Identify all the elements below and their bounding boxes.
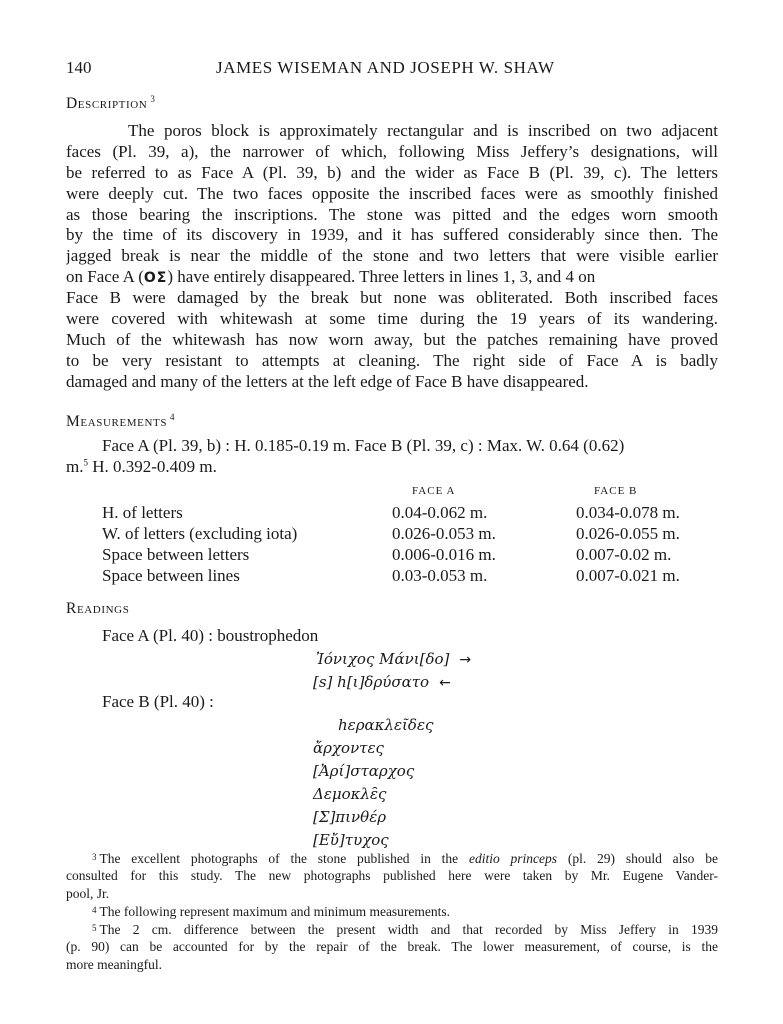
measurements-line [66, 457, 217, 477]
description-paragraph [66, 121, 718, 393]
table-row [102, 524, 702, 545]
column-header-face-b: FACE B [594, 485, 638, 497]
footnote-mark: 3 [92, 852, 97, 862]
face-a-value: 0.03-0.053 m. [392, 566, 488, 585]
description-line: damaged and many of the letters at the left edge of Face B have disappeared. [66, 371, 589, 391]
footnotes [66, 849, 718, 974]
footnote-5-line: more meaningful. [66, 956, 162, 972]
description-note-ref: 3 [150, 94, 156, 104]
description-line: be referred to as Face A (Pl. 39, b) and the wider as Face B (Pl. 39, c). The letters [66, 162, 718, 182]
column-header-face-a: FACE A [412, 485, 456, 497]
description-line: as those bearing the inscriptions. The stone was pitted and the edges worn smooth [66, 204, 718, 224]
footnote-4 [66, 902, 718, 920]
measurements-heading-text: Measurements [66, 413, 168, 431]
description-line [66, 267, 718, 288]
description-heading-text: Description [66, 95, 148, 113]
footnote-text: The following represent maximum and minimum measurements. [99, 904, 451, 920]
face-a-reading-line [316, 650, 471, 668]
face-a-value: 0.006-0.016 m. [392, 545, 496, 564]
measurements-note-ref: 4 [170, 412, 176, 422]
face-b-value: 0.034-0.078 m. [576, 503, 680, 522]
footnote-3-line: consulted for this study. The new photographs published here were taken by Mr. Eugene Vander- [66, 867, 718, 883]
readings-heading: Readings [66, 600, 130, 617]
face-b-value: 0.007-0.021 m. [576, 566, 680, 585]
footnote-italic: editio princeps [469, 851, 558, 866]
running-head [66, 58, 716, 80]
face-b-value: 0.007-0.02 m. [576, 545, 672, 564]
face-b-reading-line: hερακλεῖδες [338, 716, 434, 734]
face-a-value: 0.04-0.062 m. [392, 503, 488, 522]
row-label: H. of letters [102, 503, 183, 522]
face-b-value: 0.026-0.055 m. [576, 524, 680, 543]
footnote-mark: 4 [92, 905, 97, 916]
face-b-reading-line: Δεμοκλε̑ς [313, 785, 387, 803]
measurements-line: Face A (Pl. 39, b) : H. 0.185-0.19 m. Face B (Pl. 39, c) : Max. W. 0.64 (0.62) [102, 436, 625, 455]
description-line: by the time of its discovery in 1939, and it has suffered considerably since then. The [66, 225, 718, 245]
footnote-text: (pl. 29) should also be [557, 851, 718, 866]
face-b-reading-line: [Σ]πινθέρ [313, 808, 387, 826]
description-line-part: ) have entirely disappeared. Three letters in lines 1, 3, and 4 on [167, 267, 596, 287]
table-row [102, 545, 702, 566]
footnote-3 [66, 849, 718, 867]
description-line: were covered with whitewash at some time during the 19 years of its wandering. [66, 309, 718, 329]
footnote-text: The excellent photographs of the stone published in the [99, 851, 469, 866]
description-line: were deeply cut. The two faces opposite the inscribed faces were as smoothly finished [66, 183, 718, 203]
greek-text: Ἰόνιχος Μάνι[δο] [316, 650, 450, 668]
row-label: Space between letters [102, 545, 250, 564]
measurements-note-ref: 5 [83, 457, 88, 468]
table-row [102, 566, 702, 587]
running-title: JAMES WISEMAN AND JOSEPH W. SHAW [216, 58, 555, 77]
footnote-5 [66, 920, 718, 938]
description-line: The poros block is approximately rectangular and is inscribed on two adjacent [128, 121, 718, 140]
footnote-text: The 2 cm. difference between the present width and that recorded by Miss Jeffery in 1939 [99, 922, 718, 938]
arrow-left-icon: ← [439, 675, 451, 691]
inscription-symbol: OΣ [143, 270, 168, 287]
face-a-reading-line [313, 673, 451, 691]
face-b-reading-label: Face B (Pl. 40) : [102, 692, 214, 711]
footnote-3-line: pool, Jr. [66, 885, 110, 901]
face-b-reading-line: ἄρχοντες [313, 739, 384, 757]
row-label: Space between lines [102, 566, 240, 585]
face-b-reading-line: [Εὔ]τυχος [313, 831, 389, 849]
footnote-mark: 5 [92, 923, 97, 934]
face-a-reading-label: Face A (Pl. 40) : boustrophedon [102, 626, 319, 645]
page-number: 140 [66, 58, 92, 77]
description-line: jagged break is near the middle of the stone and two letters that were visible earlier [66, 246, 718, 266]
description-line: Face B were damaged by the break but none was obliterated. Both inscribed faces [66, 288, 718, 308]
measurements-text: m. [66, 457, 84, 476]
measurements-text: H. 0.392-0.409 m. [87, 457, 217, 476]
table-row [102, 503, 702, 524]
description-line: faces (Pl. 39, a), the narrower of which, following Miss Jeffery’s designations, will [66, 141, 718, 161]
face-b-reading-line: [Ἀρί]σταρχος [313, 762, 415, 780]
description-heading [66, 94, 155, 113]
footnote-5-line: (p. 90) can be accounted for by the repair of the break. The lower measurement, of course, is the [66, 938, 718, 954]
row-label: W. of letters (excluding iota) [102, 524, 298, 543]
greek-text: [s] h[ι]δρύσατο [313, 673, 430, 691]
arrow-right-icon: → [459, 652, 472, 668]
description-line: Much of the whitewash has now worn away, but the patches remaining have proved [66, 329, 718, 349]
description-line: to be very resistant to attempts at cleaning. The right side of Face A is badly [66, 350, 718, 370]
measurements-heading [66, 412, 175, 431]
description-line-part: on Face A ( [66, 267, 144, 287]
face-a-value: 0.026-0.053 m. [392, 524, 496, 543]
